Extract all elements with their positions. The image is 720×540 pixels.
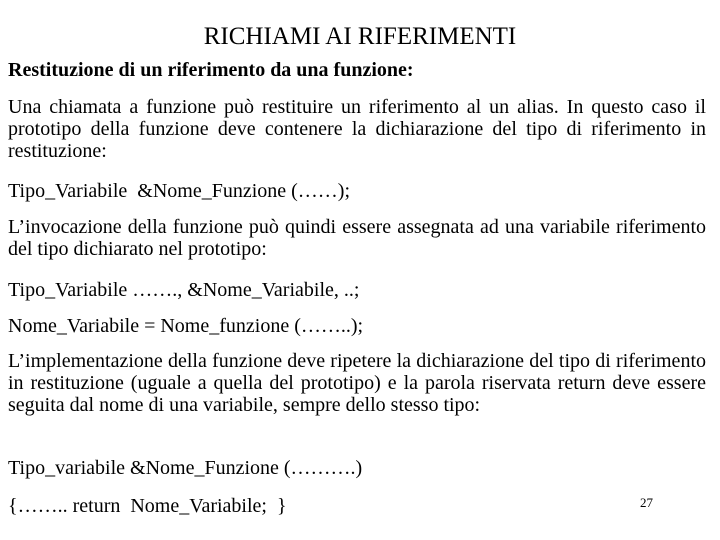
- paragraph-implementation: L’implementazione della funzione deve ripetere la dichiarazione del tipo di riferimento in restituzione (uguale a quella del prototipo) e la parola riservata return deve essere seguita dal nome di una variabile, sempre dello stesso tipo:: [8, 350, 706, 416]
- code-implementation-body: {…….. return Nome_Variabile; }: [8, 495, 287, 517]
- code-assignment: Nome_Variabile = Nome_funzione (……..);: [8, 315, 364, 337]
- code-prototype-declaration: Tipo_Variabile &Nome_Funzione (……);: [8, 180, 351, 202]
- code-implementation-header: Tipo_variabile &Nome_Funzione (……….): [8, 457, 363, 479]
- page-number: 27: [640, 495, 653, 510]
- code-variable-declaration: Tipo_Variabile ……., &Nome_Variabile, ..;: [8, 279, 360, 301]
- slide-title: RICHIAMI AI RIFERIMENTI: [203, 23, 517, 50]
- paragraph-reference-return: Una chiamata a funzione può restituire un riferimento al un alias. In questo caso il prototipo della funzione deve contenere la dichiarazione del tipo di riferimento in restituzione:: [8, 96, 706, 162]
- paragraph-invocation: L’invocazione della funzione può quindi essere assegnata ad una variabile riferimento del tipo dichiarato nel prototipo:: [8, 216, 706, 260]
- slide-subtitle: Restituzione di un riferimento da una funzione:: [8, 59, 414, 81]
